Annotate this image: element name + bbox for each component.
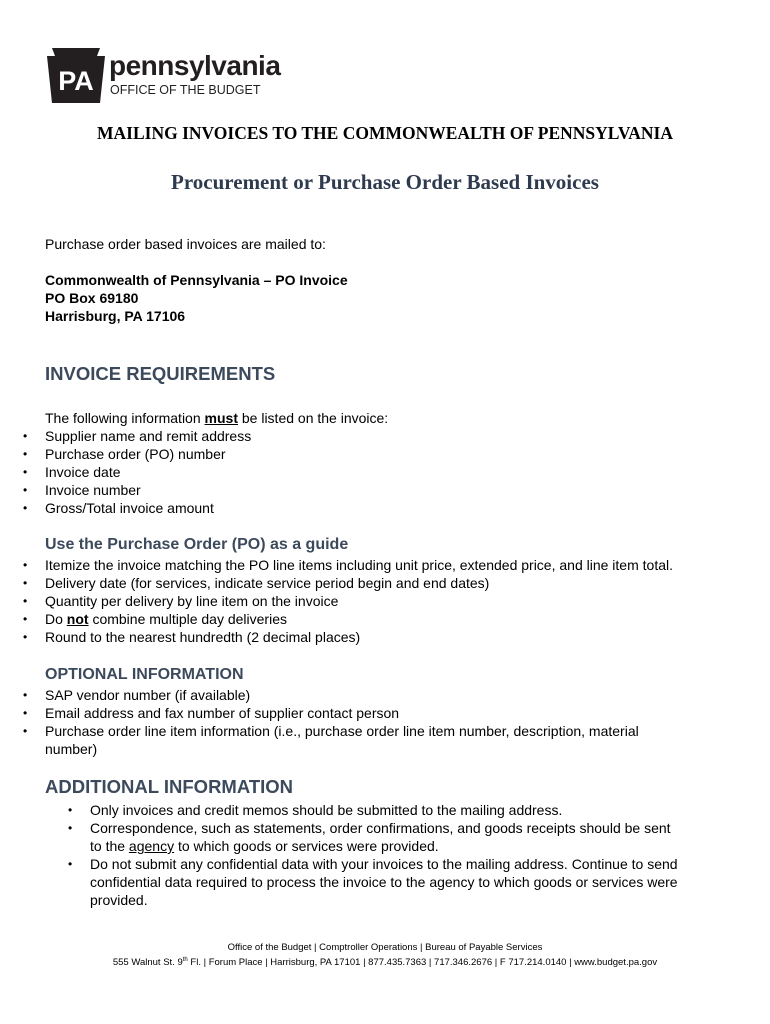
additional-item2-after: to which goods or services were provided. <box>174 838 439 854</box>
list-item: • Supplier name and remit address <box>45 427 251 445</box>
logo-name: pennsylvania <box>109 50 281 81</box>
list-item <box>45 610 673 628</box>
list-item: • Gross/Total invoice amount <box>45 499 251 517</box>
page-subtitle: Procurement or Purchase Order Based Invoices <box>171 170 599 194</box>
requirements-intro-after: be listed on the invoice: <box>237 410 389 426</box>
list-item: • Purchase order line item information (i.e., purchase order line item number, description, material <box>45 722 639 740</box>
additional-heading: ADDITIONAL INFORMATION <box>45 776 294 797</box>
footer-line-1: Office of the Budget | Comptroller Operations | Bureau of Payable Services <box>227 942 543 953</box>
list-item: • Itemize the invoice matching the PO line items including unit price, extended price, and line item total. <box>45 556 673 574</box>
list-item: • Quantity per delivery by line item on the invoice <box>45 592 673 610</box>
additional-item2-line1: • Correspondence, such as statements, order confirmations, and goods receipts should be sent <box>90 820 671 836</box>
address-line-3: Harrisburg, PA 17106 <box>45 308 186 324</box>
guide-item4-emphasis: not <box>66 611 89 627</box>
guide-heading: Use the Purchase Order (PO) as a guide <box>45 536 349 553</box>
requirements-intro-before: The following information <box>45 410 205 426</box>
list-item <box>90 855 740 909</box>
mailing-intro: Purchase order based invoices are mailed to: <box>45 236 326 252</box>
footer-line-2 <box>0 954 770 969</box>
list-item: • Invoice date <box>45 463 251 481</box>
footer-address-after: Fl. | Forum Place | Harrisburg, PA 17101 | 877.435.7363 | 717.346.2676 | F 717.214.0140 | www.budget.pa.gov <box>187 957 658 969</box>
list-item: • Invoice number <box>45 481 251 499</box>
list-item: • Purchase order (PO) number <box>45 445 251 463</box>
keystone-badge-text: PA <box>58 66 94 96</box>
additional-list <box>90 801 740 909</box>
additional-item2-underline: agency <box>128 838 175 854</box>
list-item <box>90 801 740 819</box>
logo-office: OFFICE OF THE BUDGET <box>110 83 261 97</box>
list-item: • SAP vendor number (if available) <box>45 686 639 704</box>
list-item <box>90 819 740 855</box>
footer-address-sup: th <box>182 957 188 963</box>
list-item: • Delivery date (for services, indicate service period begin and end dates) <box>45 574 673 592</box>
requirements-intro-emphasis: must <box>204 410 238 426</box>
address-line-1: Commonwealth of Pennsylvania – PO Invoice <box>45 272 348 288</box>
address-line-2: PO Box 69180 <box>45 290 139 306</box>
keystone-icon <box>47 48 105 103</box>
additional-item1: Only invoices and credit memos should be submitted to the mailing address. <box>90 802 563 818</box>
requirements-intro <box>45 409 388 427</box>
additional-item3-line3: provided. <box>90 892 148 908</box>
additional-item2-before: to the <box>90 838 129 854</box>
requirements-list <box>45 427 251 517</box>
optional-heading: OPTIONAL INFORMATION <box>45 666 244 683</box>
additional-item3-line2: confidential data required to process the invoice to the agency to which goods or services were <box>90 874 678 890</box>
optional-list <box>45 686 639 740</box>
guide-item4-before: Do <box>45 611 67 627</box>
guide-list <box>45 556 673 646</box>
list-item: • Email address and fax number of supplier contact person <box>45 704 639 722</box>
guide-item4-after: combine multiple day deliveries <box>88 611 287 627</box>
optional-item-continuation: number) <box>45 741 98 757</box>
page-title: MAILING INVOICES TO THE COMMONWEALTH OF PENNSYLVANIA <box>97 123 673 143</box>
additional-item2-line2 <box>90 837 740 855</box>
requirements-heading: INVOICE REQUIREMENTS <box>45 363 276 384</box>
additional-item3-line1: • Do not submit any confidential data with your invoices to the mailing address. Continue to send <box>90 856 678 872</box>
list-item: • Round to the nearest hundredth (2 decimal places) <box>45 628 673 646</box>
footer-address-before: 555 Walnut St. 9 <box>112 957 183 969</box>
